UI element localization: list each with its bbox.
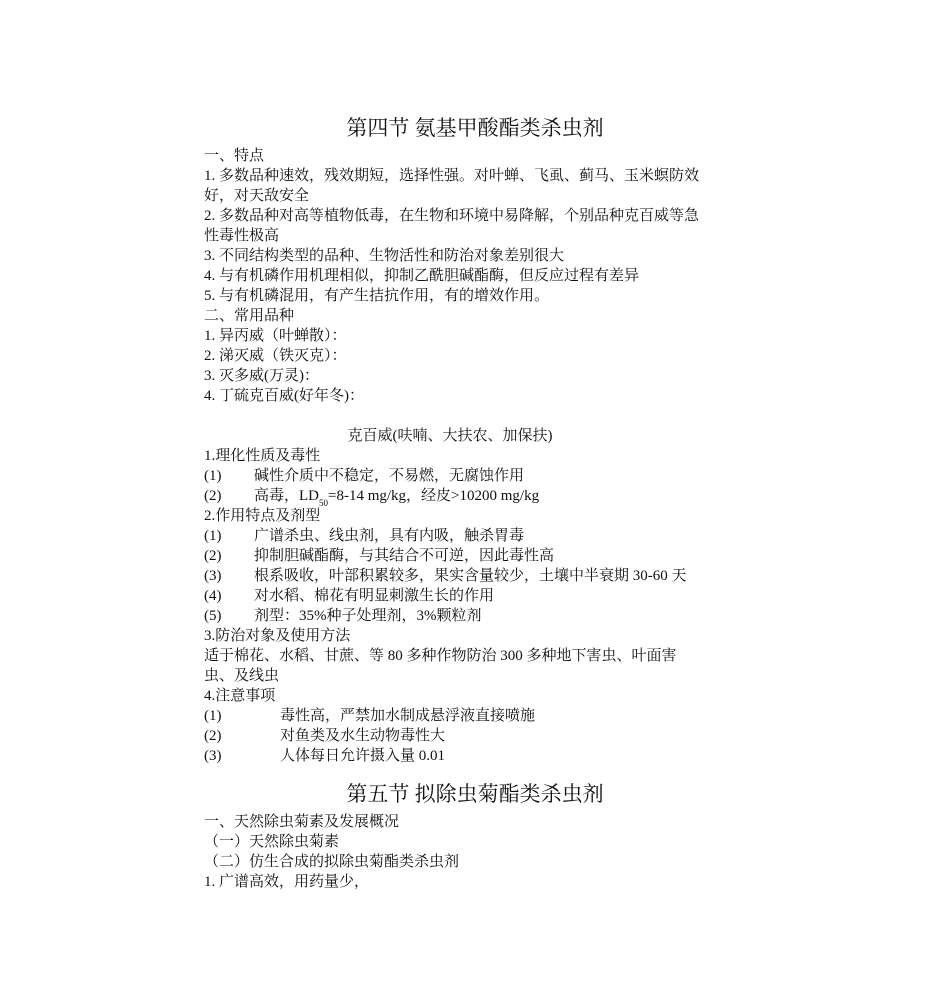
- section5-sub2: （二）仿生合成的拟除虫菊酯类杀虫剂: [204, 854, 460, 870]
- note-3-text: 人体每日允许摄入量 0.01: [280, 748, 446, 764]
- prop-2-text-b: =8-14 mg/kg，经皮>10200 mg/kg: [328, 488, 540, 504]
- feature-1-text: 1. 多数品种速效，残效期短，选择性强。对叶蝉、飞虱、蓟马、玉米螟防效好，对天敌安全: [204, 168, 700, 204]
- carbofuran-title: 克百威(呋喃、大扶农、加保扶): [347, 428, 553, 444]
- action-5-num: (5): [204, 608, 222, 624]
- varieties-heading: 二、常用品种: [204, 308, 295, 324]
- section5-heading1: 一、天然除虫菊素及发展概况: [204, 814, 400, 830]
- action-5: [204, 606, 482, 626]
- note-1: [204, 706, 535, 726]
- action-2-num: (2): [204, 548, 222, 564]
- section5-item1: 1. 广谱高效，用药量少，: [204, 874, 370, 890]
- action-2: [204, 546, 554, 566]
- note-1-num: (1): [204, 708, 222, 724]
- notes-heading: 4.注意事项: [204, 688, 276, 704]
- action-3-num: (3): [204, 568, 222, 584]
- variety-2: 2. 涕灭威（铁灭克）：: [204, 348, 347, 364]
- feature-3: 3. 不同结构类型的品种、生物活性和防治对象差别很大: [204, 248, 565, 264]
- prop-1: [204, 466, 524, 486]
- section4-title: 第四节 氨基甲酸酯类杀虫剂: [346, 116, 604, 140]
- note-2: [204, 726, 445, 746]
- use-heading: 3.防治对象及使用方法: [204, 628, 351, 644]
- prop-2-text-a: 高毒，LD: [254, 488, 319, 504]
- features-heading: 一、特点: [204, 148, 265, 164]
- props-heading: 1.理化性质及毒性: [204, 448, 321, 464]
- action-1-num: (1): [204, 528, 222, 544]
- prop-2-num: (2): [204, 488, 222, 504]
- section5-title: 第五节 拟除虫菊酯类杀虫剂: [346, 782, 604, 806]
- variety-3: 3. 灭多威(万灵)：: [204, 368, 319, 384]
- feature-4: 4. 与有机磷作用机理相似，抑制乙酰胆碱酯酶，但反应过程有差异: [204, 268, 640, 284]
- note-2-text: 对鱼类及水生动物毒性大: [280, 728, 446, 744]
- feature-2: [204, 206, 704, 246]
- action-3: [204, 566, 687, 586]
- prop-1-num: (1): [204, 468, 222, 484]
- action-4: [204, 586, 494, 606]
- use-text: 适于棉花、水稻、甘蔗、等 80 多种作物防治 300 多种地下害虫、叶面害虫、及线虫: [204, 648, 677, 684]
- feature-5: 5. 与有机磷混用，有产生拮抗作用，有的增效作用。: [204, 288, 550, 304]
- note-1-text: 毒性高，严禁加水制成悬浮液直接喷施: [280, 708, 536, 724]
- feature-2-text: 2. 多数品种对高等植物低毒，在生物和环境中易降解，个别品种克百威等急性毒性极高: [204, 208, 700, 244]
- action-2-text: 抑制胆碱酯酶，与其结合不可逆，因此毒性高: [254, 548, 555, 564]
- note-2-num: (2): [204, 728, 222, 744]
- action-4-num: (4): [204, 588, 222, 604]
- prop-2-subscript: 50: [319, 498, 328, 508]
- feature-1: [204, 166, 704, 206]
- action-5-text: 剂型：35%种子处理剂，3%颗粒剂: [254, 608, 482, 624]
- action-heading: 2.作用特点及剂型: [204, 508, 321, 524]
- prop-1-text: 碱性介质中不稳定，不易燃，无腐蚀作用: [254, 468, 525, 484]
- variety-4: 4. 丁硫克百威(好年冬)：: [204, 388, 364, 404]
- action-3-text: 根系吸收，叶部积累较多，果实含量较少，土壤中半衰期 30-60 天: [254, 568, 687, 584]
- action-4-text: 对水稻、棉花有明显刺激生长的作用: [254, 588, 495, 604]
- section5-sub1: （一）天然除虫菊素: [204, 834, 340, 850]
- variety-1: 1. 异丙威（叶蝉散）：: [204, 328, 347, 344]
- action-1-text: 广谱杀虫、线虫剂，具有内吸，触杀胃毒: [254, 528, 525, 544]
- action-1: [204, 526, 524, 546]
- note-3: [204, 746, 445, 766]
- note-3-num: (3): [204, 748, 222, 764]
